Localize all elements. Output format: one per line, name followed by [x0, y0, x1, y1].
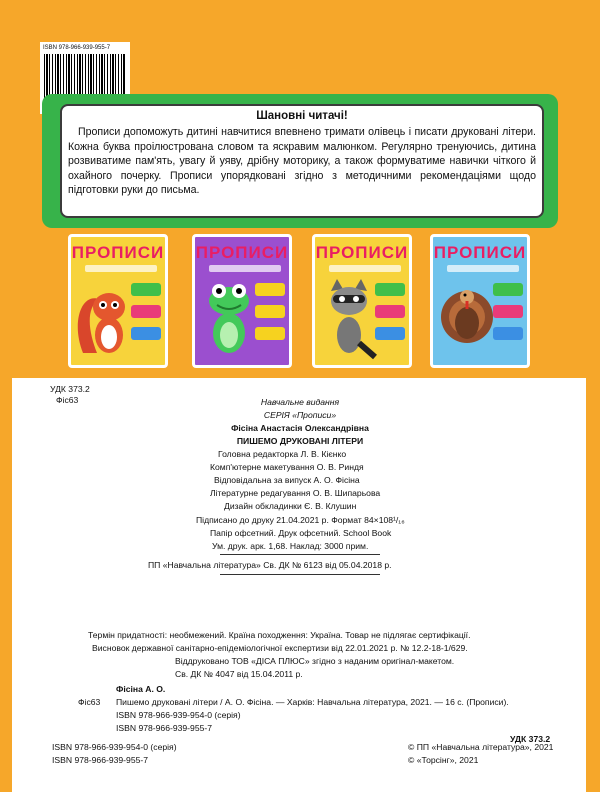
copyright: © ПП «Навчальна література», 2021: [408, 742, 554, 752]
cover-subtitle-band: [85, 265, 157, 272]
squirrel-icon: [75, 273, 135, 361]
divider: [220, 574, 380, 575]
cover-tag: [255, 327, 285, 340]
cover-title: ПРОПИСИ: [195, 243, 289, 262]
print-info: Папір офсетний. Друк офсетний. School Book: [210, 528, 392, 538]
frog-icon: [199, 273, 259, 361]
orange-border-left: [0, 378, 12, 792]
credit-line: Відповідальна за випуск А. О. Фісіна: [214, 475, 360, 485]
terms-line: Термін придатності: необмежений. Країна походження: Україна. Товар не підлягає сертифікації.: [88, 630, 471, 640]
credit-line: Літературне редагування О. В. Шипарьова: [210, 488, 381, 498]
notice-title: Шановні читачі!: [256, 110, 348, 122]
credit-line: Дизайн обкладинки Є. В. Клушин: [224, 501, 357, 511]
cover-tag: [493, 283, 523, 296]
cover-tag: [375, 283, 405, 296]
author-code: Фіс63: [56, 395, 79, 405]
notice-box: [60, 104, 544, 218]
catalog-description: Пишемо друковані літери / А. О. Фісіна. — Харків: Навчальна література, 2021. — 16 с. (Прописи).: [116, 697, 509, 707]
catalog-isbn: ISBN 978-966-939-955-7: [116, 723, 213, 733]
cover-tag: [375, 327, 405, 340]
copyright: © «Торсінг», 2021: [408, 755, 479, 765]
cover-title: ПРОПИСИ: [433, 243, 527, 262]
cover-tag: [493, 327, 523, 340]
edition-type: Навчальне видання: [260, 397, 340, 407]
terms-line: Висновок державної санітарно-епідеміологічної експертизи від 22.01.2021 р. № 12.2-18-1/629.: [92, 643, 468, 653]
cover-subtitle-band: [209, 265, 281, 272]
terms-line: Св. ДК № 4047 від 15.04.2011 р.: [175, 669, 303, 679]
cover-tag: [493, 305, 523, 318]
print-info: Ум. друк. арк. 1,68. Наклад: 3000 прим.: [212, 541, 369, 551]
footer-isbn: ISBN 978-966-939-955-7: [52, 755, 149, 765]
cover-tag: [255, 283, 285, 296]
catalog-code: Фіс63: [78, 697, 101, 707]
cover-turkey: [430, 234, 530, 368]
cover-tag: [131, 283, 161, 296]
orange-border-right: [586, 378, 600, 792]
terms-line: Віддруковано ТОВ «ДІСА ПЛЮС» згідно з наданим оригінал-макетом.: [175, 656, 455, 666]
catalog-isbn: ISBN 978-966-939-954-0 (серія): [116, 710, 241, 720]
turkey-icon: [437, 273, 497, 361]
print-info: Підписано до друку 21.04.2021 р. Формат 84×108¹/₁₆: [196, 515, 405, 525]
credit-line: Комп'ютерне макетування О. В. Риндя: [210, 462, 364, 472]
cover-tag: [375, 305, 405, 318]
cover-title: ПРОПИСИ: [315, 243, 409, 262]
cover-title: ПРОПИСИ: [71, 243, 165, 262]
divider: [220, 554, 380, 555]
udk-code: УДК 373.2: [50, 384, 90, 394]
publisher-line: ПП «Навчальна література» Св. ДК № 6123 від 05.04.2018 р.: [148, 560, 392, 570]
cover-subtitle-band: [329, 265, 401, 272]
cover-raccoon: [312, 234, 412, 368]
author-name: Фісіна Анастасія Олександрівна: [231, 423, 369, 433]
notice-text: Прописи допоможуть дитині навчитися впевнено тримати олівець і писати друковані літери. Кожна буква проілюстрована словом та яскравим малюнком. Регулярно тренуючись, дитина розвиватиме пам'ять, увагу й уяву, дрібну моторику, а також формуватиме навички чіткого й охайного почерку. Прописи упорядковані згідно з методичними рекомендаціями щодо підготовки руки до письма.: [68, 126, 536, 196]
cover-tag: [131, 305, 161, 318]
cover-squirrel: [68, 234, 168, 368]
series: СЕРІЯ «Прописи»: [263, 410, 337, 420]
book-title: ПИШЕМО ДРУКОВАНІ ЛІТЕРИ: [236, 436, 364, 446]
barcode-isbn: ISBN 978-966-939-955-7: [43, 45, 111, 51]
footer-isbn: ISBN 978-966-939-954-0 (серія): [52, 742, 177, 752]
catalog-udk: УДК 373.2: [510, 734, 551, 744]
cover-frog: [192, 234, 292, 368]
raccoon-icon: [319, 273, 379, 361]
credit-line: Головна редакторка Л. В. Кієнко: [218, 449, 347, 459]
cover-tag: [255, 305, 285, 318]
cover-subtitle-band: [447, 265, 519, 272]
cover-tag: [131, 327, 161, 340]
catalog-author: Фісіна А. О.: [116, 684, 166, 694]
